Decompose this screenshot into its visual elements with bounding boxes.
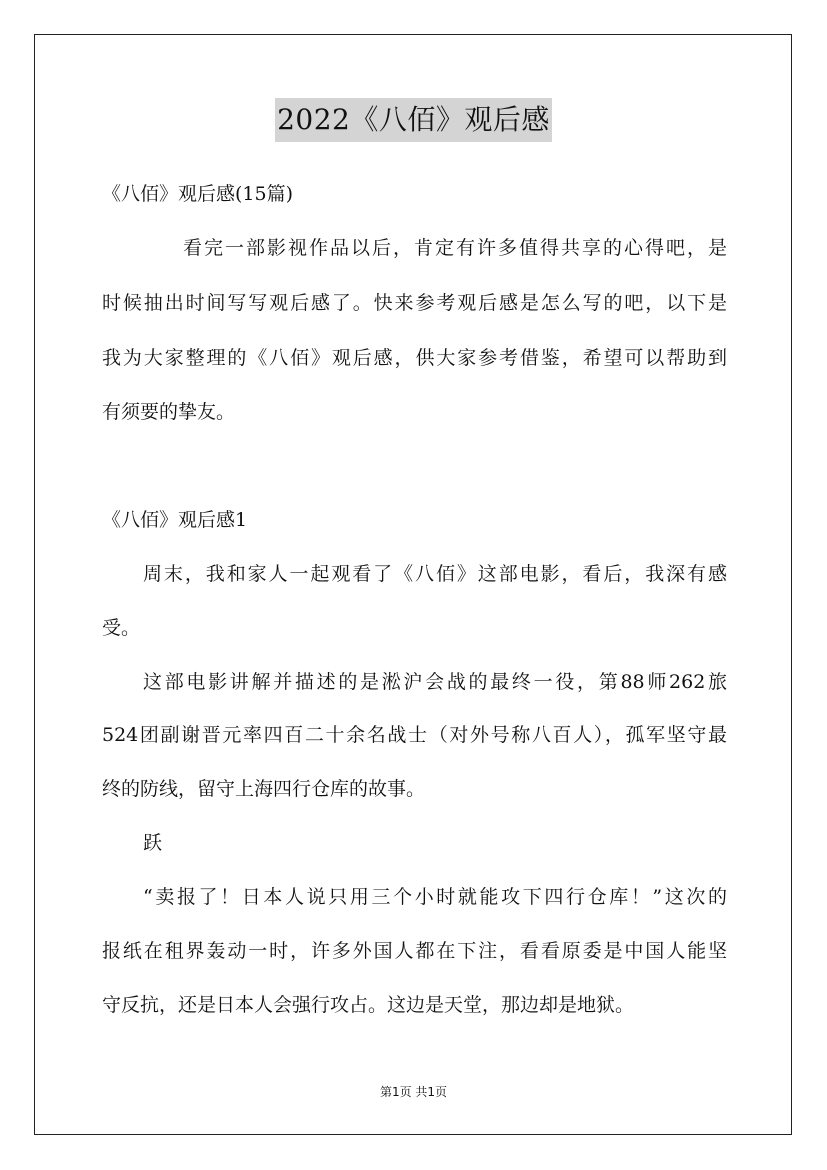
para2-line-1: 这部电影讲解并描述的是淞沪会战的最终一役，第88师262旅 — [143, 671, 727, 693]
para4-line-3: 守反抗，还是日本人会强行攻占。这边是天堂，那边却是地狱。 — [102, 994, 635, 1016]
page-footer: 第1页 共1页 — [379, 1085, 448, 1099]
para1-line-1: 周末，我和家人一起观看了《八佰》这部电影，看后，我深有感 — [143, 563, 727, 585]
section-heading: 《八佰》观后感1 — [102, 509, 248, 531]
document-title: 2022《八佰》观后感 — [275, 98, 552, 142]
intro-line-2: 时候抽出时间写写观后感了。快来参考观后感是怎么写的吧，以下是 — [102, 292, 727, 314]
para4-line-2: 报纸在租界轰动一时，许多外国人都在下注，看看原委是中国人能坚 — [102, 940, 727, 962]
document-subtitle: 《八佰》观后感(15篇) — [102, 183, 294, 205]
title-container — [0, 98, 827, 142]
intro-line-4: 有须要的挚友。 — [102, 401, 236, 423]
para2-line-3: 终的防线，留守上海四行仓库的故事。 — [102, 778, 426, 800]
intro-line-3: 我为大家整理的《八佰》观后感，供大家参考借鉴，希望可以帮助到 — [102, 347, 727, 369]
para4-line-1: “卖报了！日本人说只用三个小时就能攻下四行仓库！”这次的 — [143, 886, 727, 908]
para2-line-2: 524团副谢晋元率四百二十余名战士（对外号称八百人），孤军坚守最 — [102, 724, 727, 746]
intro-line-1: 看完一部影视作品以后，肯定有许多值得共享的心得吧，是 — [183, 237, 727, 259]
para1-line-2: 受。 — [102, 617, 141, 639]
para3-line-1: 跃 — [143, 832, 163, 854]
